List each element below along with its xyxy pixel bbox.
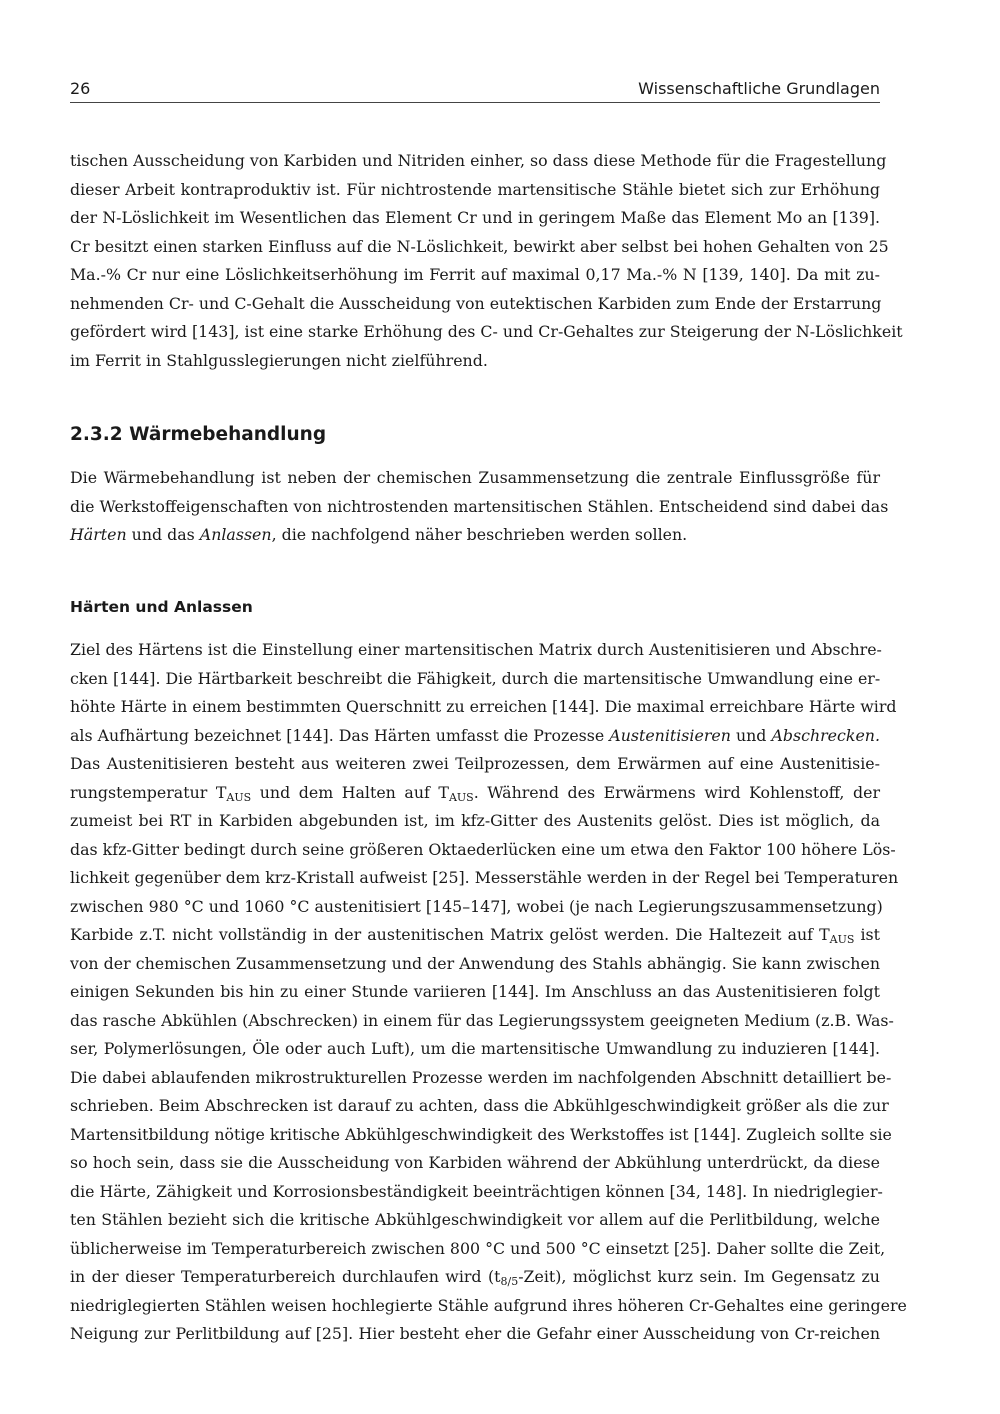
page-number: 26 bbox=[70, 79, 91, 98]
section-heading: 2.3.2 Wärmebehandlung bbox=[70, 424, 327, 445]
text-line: der N-Löslichkeit im Wesentlichen das Element Cr und in geringem Maße das Element Mo an [139]. bbox=[70, 208, 880, 227]
emphasis-term: Austenitisieren bbox=[609, 725, 731, 745]
text-fragment: und das bbox=[126, 525, 200, 544]
text-fragment: ist bbox=[854, 925, 881, 944]
text-line: dieser Arbeit kontraproduktiv ist. Für nichtrostende martensitische Stähle bietet sich zur Erhöhung bbox=[70, 179, 880, 199]
text-fragment: und bbox=[730, 725, 772, 745]
text-fragment: -Zeit), möglichst kurz sein. Im Gegensatz zu bbox=[518, 1267, 880, 1286]
subscript: 8/5 bbox=[500, 1275, 519, 1288]
emphasis-term: Härten bbox=[70, 525, 127, 544]
text-line: das rasche Abkühlen (Abschrecken) in einem für das Legierungssystem geeigneten Medium (z.B. Was- bbox=[70, 1010, 894, 1030]
text-line: so hoch sein, dass sie die Ausscheidung von Karbiden während der Abkühlung unterdrückt, da diese bbox=[70, 1153, 880, 1172]
text-line bbox=[70, 722, 880, 751]
text-fragment: rungstemperatur T bbox=[70, 782, 227, 802]
text-line: Neigung zur Perlitbildung auf [25]. Hier besteht eher die Gefahr einer Ausscheidung von Cr-reichen bbox=[70, 1324, 880, 1343]
subsection-heading: Härten und Anlassen bbox=[70, 598, 253, 616]
text-line: nehmenden Cr- und C-Gehalt die Ausscheidung von eutektischen Karbiden zum Ende der Erstarrung bbox=[70, 293, 882, 313]
text-fragment: als Aufhärtung bezeichnet [144]. Das Härten umfasst die Prozesse bbox=[70, 725, 610, 745]
text-line: Martensitbildung nötige kritische Abkühlgeschwindigkeit des Werkstoffes ist [144]. Zugleich sollte sie bbox=[70, 1124, 892, 1144]
paragraph-waermebehandlung bbox=[70, 464, 889, 550]
text-fragment: . Während des Erwärmens wird Kohlenstoff, der bbox=[473, 782, 881, 802]
text-line: Die Wärmebehandlung ist neben der chemischen Zusammensetzung die zentrale Einflussgröße für bbox=[70, 468, 880, 487]
text-line: gefördert wird [143], ist eine starke Erhöhung des C- und Cr-Gehaltes zur Steigerung der N-Löslichkeit bbox=[70, 322, 903, 341]
text-line: Ziel des Härtens ist die Einstellung einer martensitischen Matrix durch Austenitisieren und Abschre- bbox=[70, 640, 882, 659]
text-line: cken [144]. Die Härtbarkeit beschreibt die Fähigkeit, durch die martensitische Umwandlung eine er- bbox=[70, 668, 881, 688]
subscript: AUS bbox=[448, 790, 474, 804]
text-line: schrieben. Beim Abschrecken ist darauf zu achten, dass die Abkühlgeschwindigkeit größer als die zur bbox=[70, 1096, 889, 1115]
subscript: AUS bbox=[829, 933, 855, 946]
text-line: im Ferrit in Stahlgusslegierungen nicht zielführend. bbox=[70, 350, 488, 370]
text-line: zumeist bei RT in Karbiden abgebunden ist, im kfz-Gitter des Austenits gelöst. Dies ist möglich, da bbox=[70, 811, 880, 830]
text-line: einigen Sekunden bis hin zu einer Stunde variieren [144]. Im Anschluss an das Austenitisieren folgt bbox=[70, 982, 880, 1001]
text-line: die Härte, Zähigkeit und Korrosionsbeständigkeit beeinträchtigen können [34, 148]. In niedriglegier- bbox=[70, 1181, 883, 1201]
text-fragment: in der dieser Temperaturbereich durchlaufen wird (t bbox=[70, 1267, 501, 1286]
text-line: Ma.-% Cr nur eine Löslichkeitserhöhung im Ferrit auf maximal 0,17 Ma.-% N [139, 140]. Da mit zu- bbox=[70, 265, 880, 284]
text-line: ten Stählen bezieht sich die kritische Abkühlgeschwindigkeit vor allem auf die Perlitbildung, welche bbox=[70, 1210, 880, 1229]
text-line: üblicherweise im Temperaturbereich zwischen 800 °C und 500 °C einsetzt [25]. Daher sollte die Zeit, bbox=[70, 1238, 886, 1258]
paragraph-haerten bbox=[70, 636, 907, 1349]
text-fragment: Karbide z.T. nicht vollständig in der austenitischen Matrix gelöst werden. Die Haltezeit auf T bbox=[70, 925, 830, 944]
text-line: Cr besitzt einen starken Einfluss auf die N-Löslichkeit, bewirkt aber selbst bei hohen Gehalten von 25 bbox=[70, 236, 889, 256]
text-line bbox=[70, 1263, 880, 1292]
emphasis-term: Abschrecken. bbox=[771, 725, 880, 745]
text-line bbox=[70, 921, 880, 950]
text-line: das kfz-Gitter bedingt durch seine größeren Oktaederlücken eine um etwa den Faktor 100 höhere Lös- bbox=[70, 839, 896, 859]
page-header bbox=[70, 78, 880, 103]
subscript: AUS bbox=[226, 790, 252, 804]
text-fragment: und dem Halten auf T bbox=[251, 782, 449, 802]
text-fragment: , die nachfolgend näher beschrieben werden sollen. bbox=[271, 525, 688, 544]
emphasis-term: Anlassen bbox=[199, 525, 272, 544]
text-line: Die dabei ablaufenden mikrostrukturellen Prozesse werden im nachfolgenden Abschnitt detailliert be- bbox=[70, 1067, 892, 1087]
text-line: höhte Härte in einem bestimmten Querschnitt zu erreichen [144]. Die maximal erreichbare Härte wird bbox=[70, 697, 897, 716]
text-line bbox=[70, 779, 880, 808]
text-line: von der chemischen Zusammensetzung und der Anwendung des Stahls abhängig. Sie kann zwischen bbox=[70, 953, 880, 973]
paragraph-intro bbox=[70, 147, 903, 375]
text-line: lichkeit gegenüber dem krz-Kristall aufweist [25]. Messerstähle werden in der Regel bei Temperaturen bbox=[70, 868, 899, 887]
text-line: zwischen 980 °C und 1060 °C austenitisiert [145–147], wobei (je nach Legierungszusammensetzung) bbox=[70, 896, 883, 916]
text-line: tischen Ausscheidung von Karbiden und Nitriden einher, so dass diese Methode für die Fragestellung bbox=[70, 151, 887, 170]
text-line: Das Austenitisieren besteht aus weiteren zwei Teilprozessen, dem Erwärmen auf eine Austenitisie- bbox=[70, 754, 880, 773]
text-line: ser, Polymerlösungen, Öle oder auch Luft), um die martensitische Umwandlung zu induzieren [144]. bbox=[70, 1039, 880, 1058]
running-title: Wissenschaftliche Grundlagen bbox=[638, 79, 880, 98]
text-line: die Werkstoffeigenschaften von nichtrostenden martensitischen Stählen. Entscheidend sind dabei das bbox=[70, 496, 889, 516]
text-line bbox=[70, 521, 880, 550]
text-line: niedriglegierten Stählen weisen hochlegierte Stähle aufgrund ihres höheren Cr-Gehaltes eine geringere bbox=[70, 1295, 907, 1315]
